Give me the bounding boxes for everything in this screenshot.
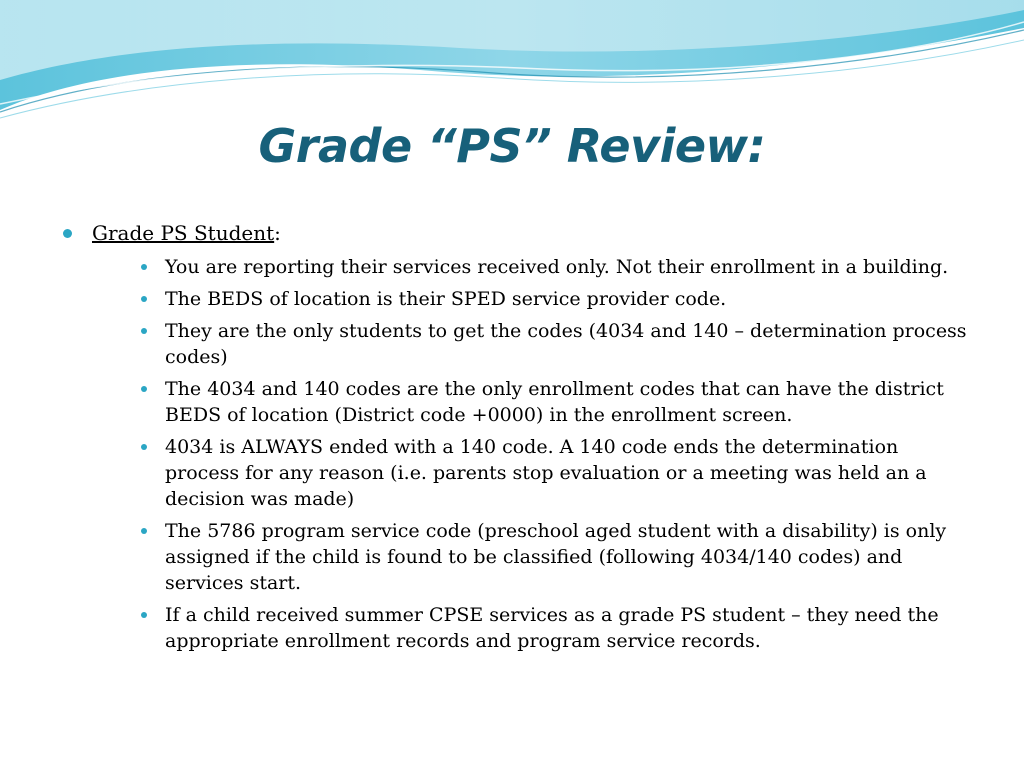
sub-bullet-text: The 4034 and 140 codes are the only enrollment codes that can have the district BEDS of location (District code +0000) in the enrollment screen. (165, 378, 944, 426)
slide-title: Grade “PS” Review: (258, 119, 766, 173)
bullet-dot-icon (63, 229, 72, 238)
sub-bullet-dot-icon (141, 528, 147, 534)
sub-bullet-item (92, 518, 980, 596)
heading-suffix: : (274, 221, 281, 245)
sub-bullet-text: The BEDS of location is their SPED service provider code. (165, 288, 727, 310)
sub-bullet-dot-icon (141, 296, 147, 302)
sub-bullet-item (92, 434, 980, 512)
sub-bullet-item (92, 286, 980, 312)
slide-body (60, 220, 980, 660)
bullet-level1 (60, 220, 980, 654)
sub-bullet-item (92, 254, 980, 280)
sub-bullet-dot-icon (141, 386, 147, 392)
sub-bullet-text: 4034 is ALWAYS ended with a 140 code. A 140 code ends the determination process for any reason (i.e. parents stop evaluation or a meeting was held an a decision was made) (165, 436, 927, 510)
sub-bullet-text: They are the only students to get the codes (4034 and 140 – determination process codes) (165, 320, 967, 368)
sub-bullet-item (92, 602, 980, 654)
sub-bullet-dot-icon (141, 328, 147, 334)
heading-label: Grade PS Student (92, 221, 275, 245)
sub-bullet-list (92, 254, 980, 654)
sub-bullet-dot-icon (141, 612, 147, 618)
sub-bullet-text: If a child received summer CPSE services as a grade PS student – they need the appropriate enrollment records and program service records. (165, 604, 939, 652)
sub-bullet-dot-icon (141, 444, 147, 450)
sub-bullet-item (92, 376, 980, 428)
sub-bullet-item (92, 318, 980, 370)
sub-bullet-dot-icon (141, 264, 147, 270)
sub-bullet-text: You are reporting their services received only. Not their enrollment in a building. (165, 256, 949, 278)
sub-bullet-text: The 5786 program service code (preschool aged student with a disability) is only assigned if the child is found to be classified (following 4034/140 codes) and services start. (165, 520, 947, 594)
